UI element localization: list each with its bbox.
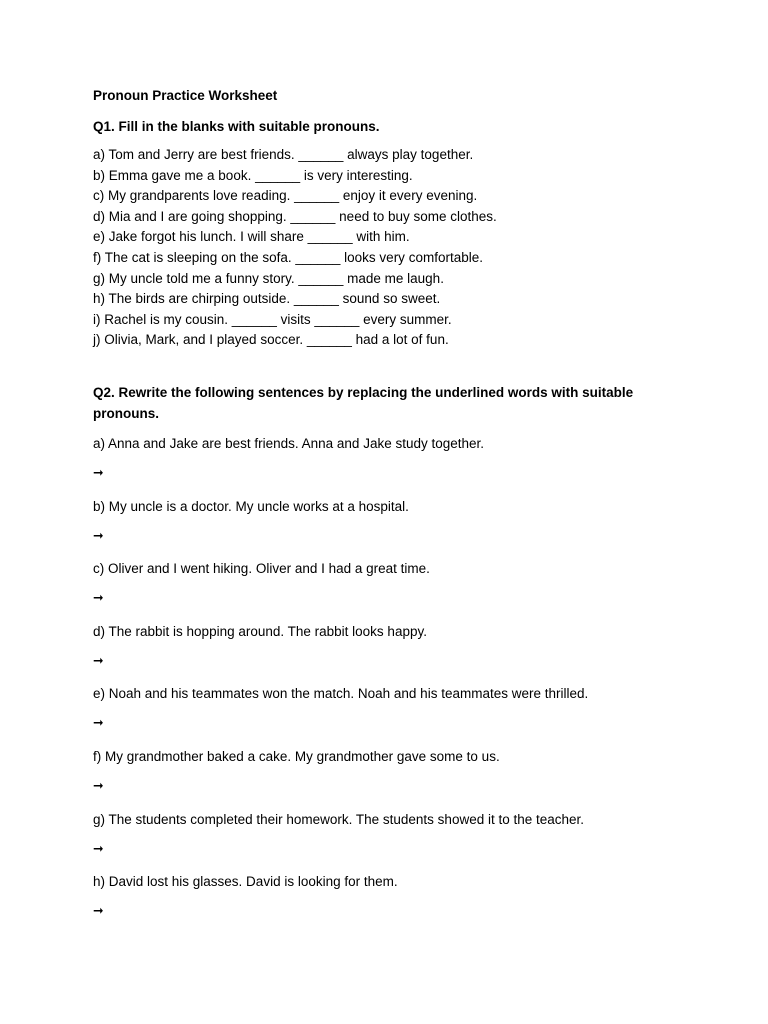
worksheet-title: Pronoun Practice Worksheet	[93, 88, 278, 103]
q2-sentence: c) Oliver and I went hiking. Oliver and I had a great time.	[93, 561, 430, 577]
q2-sentence: e) Noah and his teammates won the match. Noah and his teammates were thrilled.	[93, 686, 589, 702]
q1-item-b: b) Emma gave me a book. ______ is very interesting.	[93, 167, 413, 183]
q2-sentence: b) My uncle is a doctor. My uncle works at a hospital.	[93, 498, 409, 514]
q2-item-d	[93, 622, 693, 685]
q2-sentence: f) My grandmother baked a cake. My grandmother gave some to us.	[93, 748, 500, 764]
q1-item-i: i) Rachel is my cousin. ______ visits ______ every summer.	[93, 311, 452, 327]
arrow-right-icon: ➞	[93, 715, 104, 732]
q2-item-g	[93, 810, 693, 873]
arrow-right-icon: ➞	[93, 527, 104, 544]
q1-item-c: c) My grandparents love reading. ______ enjoy it every evening.	[93, 188, 478, 204]
arrow-right-icon: ➞	[93, 464, 104, 481]
q2-item-a	[93, 434, 693, 497]
q1-heading: Q1. Fill in the blanks with suitable pronouns.	[93, 119, 380, 134]
q1-item-a: a) Tom and Jerry are best friends. ______ always play together.	[93, 147, 474, 162]
q1-item-d: d) Mia and I are going shopping. ______ need to buy some clothes.	[93, 208, 497, 224]
q2-item-c	[93, 559, 693, 622]
q1-item-e: e) Jake forgot his lunch. I will share ______ with him.	[93, 229, 410, 245]
arrow-right-icon: ➞	[93, 903, 104, 920]
q2-heading: Q2. Rewrite the following sentences by replacing the underlined words with suitable pronouns.	[93, 384, 634, 421]
q1-item-g: g) My uncle told me a funny story. ______ made me laugh.	[93, 270, 444, 286]
arrow-right-icon: ➞	[93, 652, 104, 669]
q2-item-b	[93, 497, 693, 560]
q2-sentence: a) Anna and Jake are best friends. Anna and Jake study together.	[93, 435, 485, 451]
q2-item-e	[93, 684, 693, 747]
q2-sentence: h) David lost his glasses. David is looking for them.	[93, 874, 398, 890]
q1-item-h: h) The birds are chirping outside. ______ sound so sweet.	[93, 291, 441, 307]
q1-item-f: f) The cat is sleeping on the sofa. ______ looks very comfortable.	[93, 249, 483, 265]
arrow-right-icon: ➞	[93, 777, 104, 794]
q2-sentence: g) The students completed their homework. The students showed it to the teacher.	[93, 811, 585, 827]
arrow-right-icon: ➞	[93, 840, 104, 857]
worksheet-page	[93, 86, 693, 935]
q1-list	[93, 145, 693, 351]
q2-item-h	[93, 872, 693, 935]
q1-item-j: j) Olivia, Mark, and I played soccer. ______ had a lot of fun.	[93, 332, 449, 348]
q2-sentence: d) The rabbit is hopping around. The rabbit looks happy.	[93, 623, 427, 639]
q2-item-f	[93, 747, 693, 810]
arrow-right-icon: ➞	[93, 590, 104, 607]
